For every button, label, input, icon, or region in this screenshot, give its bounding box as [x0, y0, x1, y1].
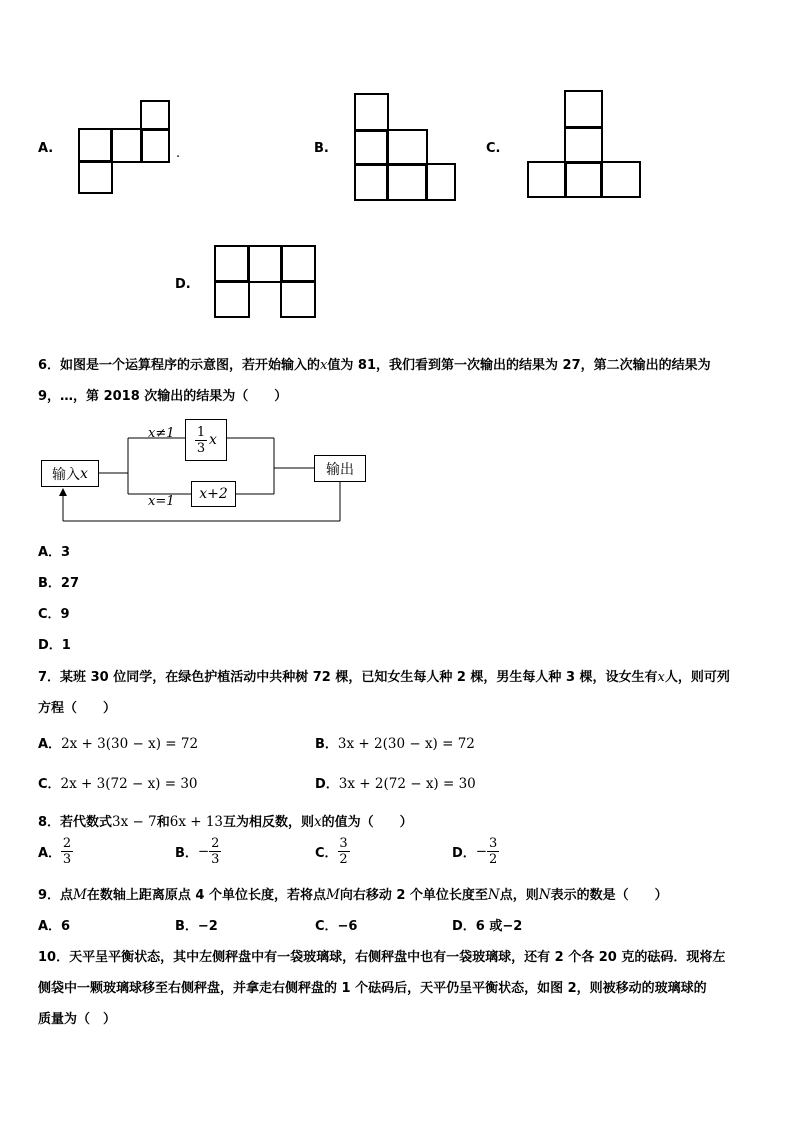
q5-figure-d	[214, 245, 318, 319]
q8-stem: 8．若代数式3x − 7和6x + 13互为相反数，则x的值为（ ）	[38, 814, 413, 830]
q6-divide-box: $\frac{1}{3}$ x	[185, 419, 227, 461]
q6-add-box: x+2	[191, 481, 236, 507]
q9-stem: 9．点M在数轴上距离原点 4 个单位长度，若将点M向右移动 2 个单位长度至N点，则N表示的数是（ ）	[38, 887, 668, 903]
q5-figure-a	[78, 100, 174, 196]
q6-option-d: D．1	[38, 638, 71, 653]
q6-cond-bottom: x=1	[148, 494, 175, 509]
q6-option-b: B．27	[38, 576, 79, 591]
q7-stem-line2: 方程（ ）	[38, 701, 117, 716]
q6-fraction: $\frac{1}{3}$	[196, 424, 206, 456]
q10-line3: 质量为（ ）	[38, 1012, 117, 1027]
q8-option-b: B．− $\frac{2}{3}$	[175, 836, 220, 867]
q6-input-box: 输入 x	[41, 460, 99, 487]
q5-option-a-label: A.	[38, 141, 54, 156]
q6-stem-line2: 9，…，第 2018 次输出的结果为（ ）	[38, 389, 288, 404]
q8-option-d: D．− $\frac{3}{2}$	[452, 836, 498, 867]
q6-cond-top: x≠1	[148, 426, 175, 441]
q7-option-d: D．3x + 2(72 − x) = 30	[315, 776, 476, 792]
q5-option-a-dot: .	[176, 146, 181, 161]
q6-output-box: 输出	[314, 455, 366, 482]
q8-option-c: C． $\frac{3}{2}$	[315, 836, 348, 867]
q5-option-b-label: B.	[314, 141, 329, 156]
q6-stem-line1: 6．如图是一个运算程序的示意图，若开始输入的x值为 81，我们看到第一次输出的结果为 27，第二次输出的结果为	[38, 358, 711, 373]
q6-option-a: A．3	[38, 545, 71, 560]
q5-option-c-label: C.	[486, 141, 501, 156]
q9-option-d: D．6 或−2	[452, 919, 523, 934]
q9-option-b: B．−2	[175, 919, 218, 934]
q6-option-c: C．9	[38, 607, 70, 622]
q9-option-c: C．−6	[315, 919, 358, 934]
q5-option-d-label: D.	[175, 277, 191, 292]
q10-line1: 10．天平呈平衡状态，其中左侧秤盘中有一袋玻璃球，右侧秤盘中也有一袋玻璃球，还有 2 个各 20 克的砝码．现将左	[38, 950, 726, 965]
q9-option-a: A．6	[38, 919, 71, 934]
q5-figure-b	[354, 93, 458, 203]
q7-option-c: C．2x + 3(72 − x) = 30	[38, 776, 198, 792]
q7-option-b: B．3x + 2(30 − x) = 72	[315, 736, 475, 752]
q7-option-a: A．2x + 3(30 − x) = 72	[38, 736, 199, 752]
q5-figure-c	[527, 90, 643, 200]
q8-option-a: A． $\frac{2}{3}$	[38, 836, 72, 867]
q10-line2: 侧袋中一颗玻璃球移至右侧秤盘，并拿走右侧秤盘的 1 个砝码后，天平仍呈平衡状态，如图 2，则被移动的玻璃球的	[38, 981, 707, 996]
q7-stem-line1: 7．某班 30 位同学，在绿色护植活动中共种树 72 棵，已知女生每人种 2 棵，男生每人种 3 棵，设女生有x人，则可列	[38, 670, 730, 685]
